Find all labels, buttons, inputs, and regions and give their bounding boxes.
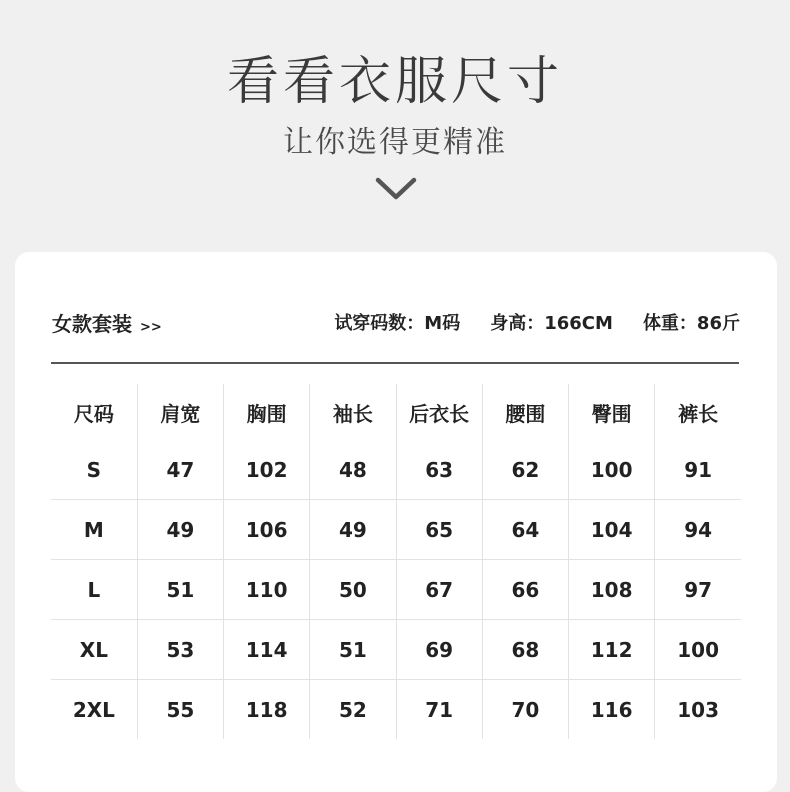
- table-cell: 97: [655, 560, 741, 620]
- table-cell: 52: [310, 680, 396, 740]
- chevron-down-icon: [375, 176, 417, 202]
- table-cell: 118: [224, 680, 310, 740]
- column-header: 后衣长: [396, 384, 482, 440]
- size-table: [51, 384, 741, 739]
- column-header: 袖长: [310, 384, 396, 440]
- table-cell: 112: [569, 620, 655, 680]
- trial-size-label: 试穿码数：M码: [334, 313, 461, 334]
- card-header: [52, 302, 740, 342]
- table-cell: 100: [655, 620, 741, 680]
- table-cell: 71: [396, 680, 482, 740]
- column-header: 尺码: [51, 384, 137, 440]
- table-cell: 64: [482, 500, 568, 560]
- page-subtitle: 让你选得更精准: [283, 125, 507, 160]
- table-cell: 63: [396, 440, 482, 500]
- model-info: [334, 309, 740, 335]
- table-cell: 49: [137, 500, 223, 560]
- card-title-label: 女款套装: [52, 311, 132, 336]
- table-cell: 55: [137, 680, 223, 740]
- hero-banner: [0, 0, 790, 250]
- table-cell: M: [51, 500, 137, 560]
- table-cell: 50: [310, 560, 396, 620]
- height-label: 身高：166CM: [490, 313, 613, 334]
- column-header: 腰围: [482, 384, 568, 440]
- table-cell: 94: [655, 500, 741, 560]
- weight-label: 体重：86斤: [642, 313, 740, 334]
- table-row: [51, 440, 741, 500]
- table-row: [51, 620, 741, 680]
- table-cell: 103: [655, 680, 741, 740]
- page-title: 看看衣服尺寸: [226, 52, 563, 112]
- table-cell: 62: [482, 440, 568, 500]
- table-row: [51, 680, 741, 740]
- table-cell: 106: [224, 500, 310, 560]
- column-header: 肩宽: [137, 384, 223, 440]
- table-cell: 68: [482, 620, 568, 680]
- table-cell: 110: [224, 560, 310, 620]
- table-cell: 100: [569, 440, 655, 500]
- table-cell: 66: [482, 560, 568, 620]
- table-cell: 47: [137, 440, 223, 500]
- table-cell: 49: [310, 500, 396, 560]
- table-cell: XL: [51, 620, 137, 680]
- table-cell: 116: [569, 680, 655, 740]
- header-divider: [51, 362, 739, 364]
- table-cell: 48: [310, 440, 396, 500]
- card-title: [52, 308, 162, 337]
- table-cell: 70: [482, 680, 568, 740]
- table-cell: 108: [569, 560, 655, 620]
- table-cell: 53: [137, 620, 223, 680]
- column-header: 裤长: [655, 384, 741, 440]
- table-row: [51, 560, 741, 620]
- table-row: [51, 500, 741, 560]
- table-cell: L: [51, 560, 137, 620]
- table-cell: 65: [396, 500, 482, 560]
- table-cell: 67: [396, 560, 482, 620]
- double-arrow-icon: >>: [140, 319, 162, 335]
- table-cell: 51: [310, 620, 396, 680]
- table-cell: 102: [224, 440, 310, 500]
- table-cell: 91: [655, 440, 741, 500]
- column-header: 臀围: [569, 384, 655, 440]
- table-cell: S: [51, 440, 137, 500]
- table-cell: 104: [569, 500, 655, 560]
- table-cell: 114: [224, 620, 310, 680]
- table-cell: 2XL: [51, 680, 137, 740]
- column-header: 胸围: [224, 384, 310, 440]
- table-cell: 51: [137, 560, 223, 620]
- table-cell: 69: [396, 620, 482, 680]
- table-header-row: [51, 384, 741, 440]
